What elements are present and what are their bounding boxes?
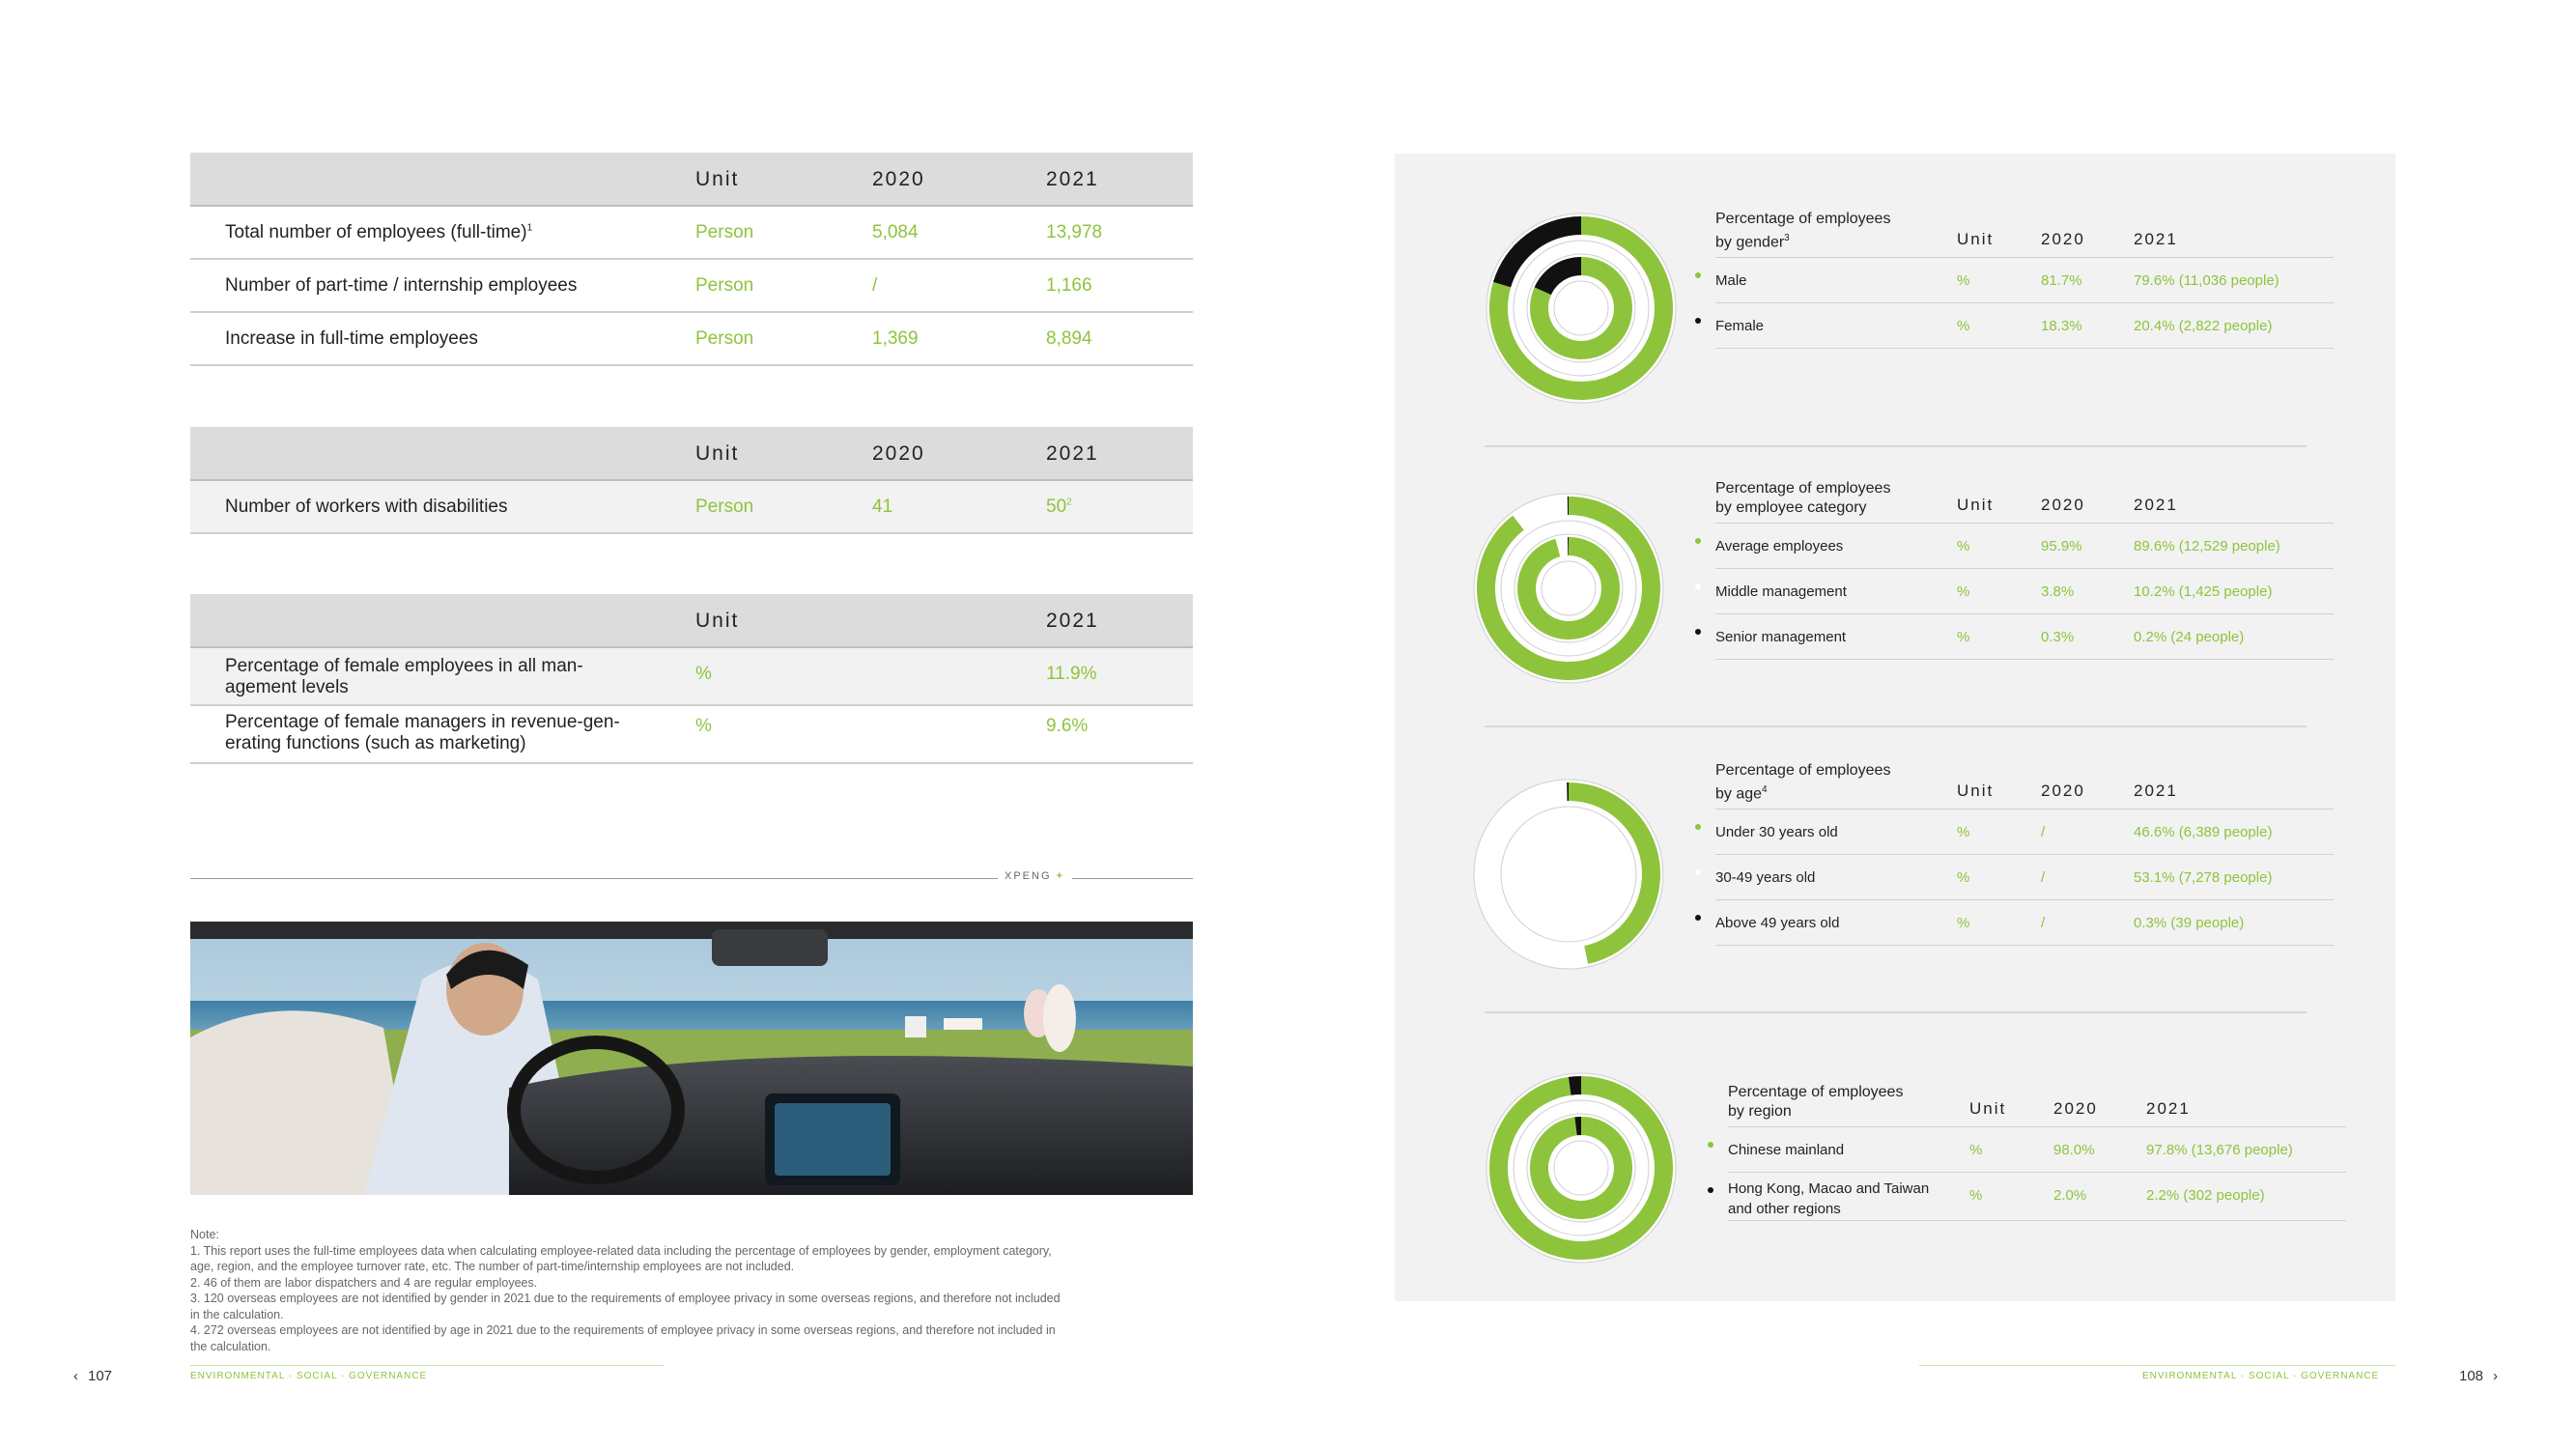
row-label-text: Total number of employees (full-time) (225, 222, 527, 242)
header-2021: 2021 (2134, 496, 2178, 514)
legend-dot (1695, 915, 1701, 921)
section-title (1715, 479, 1890, 518)
row-2020: / (2041, 869, 2046, 886)
row-unit: % (695, 664, 712, 684)
row-2020: 2.0% (2053, 1187, 2087, 1204)
row-2020: 0.3% (2041, 629, 2075, 645)
row-label: Above 49 years old (1715, 915, 1840, 931)
row-label: Male (1715, 272, 1747, 289)
row-2020: / (872, 275, 878, 296)
row-2021: 8,894 (1046, 328, 1092, 349)
table-row (1715, 614, 2334, 660)
row-unit: % (695, 716, 712, 736)
footer-tag: ENVIRONMENTAL · SOCIAL · GOVERNANCE (2142, 1371, 2380, 1381)
table-row (1715, 855, 2334, 900)
note-line: age, region, and the employee turnover rate, etc. The number of part-time/internship employees are not included. (190, 1260, 795, 1273)
table-header (1728, 1081, 2346, 1127)
header-2021: 2021 (2146, 1099, 2191, 1118)
row-2021: 79.6% (11,036 people) (2134, 272, 2279, 289)
donut-ring-hole (1554, 1141, 1608, 1195)
header-2020: 2020 (872, 168, 925, 190)
divider-line (190, 878, 998, 879)
row-unit: Person (695, 497, 754, 517)
header-2021: 2021 (1046, 442, 1099, 465)
header-unit: Unit (1957, 496, 1995, 514)
header-2020: 2020 (2041, 230, 2085, 248)
row-2020: / (2041, 824, 2046, 840)
row-label: Senior management (1715, 629, 1847, 645)
table-row (1715, 569, 2334, 614)
table-header (190, 427, 1193, 481)
table-row (190, 706, 1193, 764)
table-row (1715, 258, 2334, 303)
gender-donut-chart (1485, 212, 1678, 405)
row-unit: % (1957, 272, 1970, 289)
row-label: 30-49 years old (1715, 869, 1816, 886)
row-2021: 10.2% (1,425 people) (2134, 583, 2273, 600)
header-unit: Unit (695, 610, 740, 632)
legend-dot (1695, 824, 1701, 830)
photo-illustration (190, 922, 1193, 1195)
row-2021-value: 50 (1046, 497, 1067, 517)
table-header (1715, 212, 2334, 258)
table-header (190, 594, 1193, 648)
row-2020: 41 (872, 497, 893, 517)
row-label: Increase in full-time employees (225, 328, 478, 349)
table-row (1715, 524, 2334, 569)
row-2021: 53.1% (7,278 people) (2134, 869, 2273, 886)
row-unit: % (1957, 824, 1970, 840)
section-title-line2: by employee category (1715, 499, 1867, 516)
xpeng-logo (1005, 870, 1064, 882)
workforce-panel (1395, 154, 2395, 1301)
table-row (190, 313, 1193, 366)
row-2020: 18.3% (2041, 318, 2082, 334)
row-unit: Person (695, 328, 754, 349)
legend-dot (1708, 1187, 1713, 1193)
section-title-line1: Percentage of employees (1728, 1084, 1904, 1100)
footnote-marker: 2 (1066, 497, 1072, 508)
row-unit: % (1957, 629, 1970, 645)
row-2021: 2.2% (302 people) (2146, 1187, 2265, 1204)
section-title (1715, 210, 1890, 252)
table-header (1715, 477, 2334, 524)
footnote-marker: 3 (1784, 232, 1790, 243)
age-table (1715, 763, 2334, 946)
section-title-line2: by gender (1715, 234, 1785, 250)
row-2020: 1,369 (872, 328, 919, 349)
female-management-table (190, 594, 1193, 764)
region-table (1728, 1081, 2346, 1221)
footnote-marker: 4 (1762, 783, 1768, 795)
legend-dot (1708, 1142, 1713, 1148)
gender-table (1715, 212, 2334, 349)
divider-line (1072, 878, 1193, 879)
next-page-link[interactable] (2459, 1368, 2498, 1384)
row-2021: 89.6% (12,529 people) (2134, 538, 2280, 554)
section-title (1715, 761, 1890, 804)
table-row (190, 260, 1193, 313)
row-2021 (1046, 497, 1072, 518)
note-line: 3. 120 overseas employees are not identified by gender in 2021 due to the requirements of employee privacy in some overseas regions, and therefore not included (190, 1292, 1061, 1305)
row-label: Chinese mainland (1728, 1142, 1845, 1158)
header-2020: 2020 (2041, 496, 2085, 514)
prev-page-link[interactable] (73, 1368, 112, 1384)
section-title-line1: Percentage of employees (1715, 761, 1891, 779)
left-page-number: 107 (88, 1368, 113, 1384)
header-unit: Unit (695, 168, 740, 190)
footer-tag: ENVIRONMENTAL · SOCIAL · GOVERNANCE (190, 1371, 428, 1381)
row-2021: 46.6% (6,389 people) (2134, 824, 2273, 840)
row-2020: 3.8% (2041, 583, 2075, 600)
table-row (1715, 900, 2334, 946)
section-divider (1485, 1011, 2307, 1013)
table-row (1715, 303, 2334, 349)
right-page-number: 108 (2459, 1368, 2484, 1384)
row-unit: % (1969, 1142, 1983, 1158)
row-2020: 81.7% (2041, 272, 2082, 289)
row-label: Number of workers with disabilities (225, 497, 508, 517)
footer-line (190, 1365, 664, 1366)
row-label-line2: agement levels (225, 677, 349, 697)
table-row (190, 207, 1193, 260)
row-label: Female (1715, 318, 1765, 334)
note-line: 1. This report uses the full-time employees data when calculating employee-related data including the percentage of employees by gender, employment category, (190, 1243, 1052, 1258)
row-label: Under 30 years old (1715, 824, 1838, 840)
row-2020: 5,084 (872, 222, 919, 242)
header-2021: 2021 (1046, 610, 1099, 632)
car-interior-photo (190, 922, 1193, 1195)
category-donut-chart (1472, 492, 1665, 685)
row-unit: % (1957, 538, 1970, 554)
row-2020: 95.9% (2041, 538, 2082, 554)
note-line: the calculation. (190, 1339, 271, 1353)
footer-line (1919, 1365, 2395, 1366)
row-unit: % (1957, 869, 1970, 886)
row-label (225, 222, 532, 243)
header-2021: 2021 (2134, 230, 2178, 248)
footnotes (190, 1227, 1195, 1354)
note-line: 2. 46 of them are labor dispatchers and 4 are regular employees. (190, 1275, 538, 1290)
chevron-right-icon: › (2493, 1368, 2499, 1384)
row-unit: % (1969, 1187, 1983, 1204)
section-divider (1485, 725, 2307, 727)
row-2021: 20.4% (2,822 people) (2134, 318, 2273, 334)
row-label-line1: Percentage of female employees in all man- (225, 656, 583, 676)
row-label: Average employees (1715, 538, 1844, 554)
row-2020: / (2041, 915, 2046, 931)
row-2021: 0.3% (39 people) (2134, 915, 2245, 931)
legend-dot (1695, 538, 1701, 544)
row-2021: 1,166 (1046, 275, 1092, 296)
header-2021: 2021 (2134, 781, 2178, 800)
donut-ring-hole (1542, 561, 1596, 615)
row-2020: 98.0% (2053, 1142, 2095, 1158)
row-2021: 97.8% (13,676 people) (2146, 1142, 2293, 1158)
row-2021: 9.6% (1046, 716, 1089, 736)
row-unit: % (1957, 318, 1970, 334)
table-row (190, 481, 1193, 534)
table-row (1715, 810, 2334, 855)
legend-dot (1695, 318, 1701, 324)
legend-dot (1695, 583, 1701, 589)
section-title-line2: by age (1715, 785, 1763, 802)
table-header (190, 153, 1193, 207)
header-unit: Unit (1957, 230, 1995, 248)
row-label-line1: Percentage of female managers in revenue-gen- (225, 712, 620, 732)
chevron-left-icon: ‹ (73, 1368, 78, 1384)
region-donut-chart (1485, 1071, 1678, 1264)
section-title-line1: Percentage of employees (1715, 210, 1891, 227)
row-label (225, 656, 583, 698)
table-row (1728, 1173, 2346, 1221)
row-2021: 0.2% (24 people) (2134, 629, 2245, 645)
header-2020: 2020 (2041, 781, 2085, 800)
age-donut-chart (1472, 778, 1665, 971)
footnote-marker: 1 (526, 222, 533, 234)
category-table (1715, 477, 2334, 660)
header-unit: Unit (1969, 1099, 2007, 1118)
legend-dot (1695, 869, 1701, 875)
header-unit: Unit (1957, 781, 1995, 800)
row-unit: Person (695, 275, 754, 296)
row-unit: % (1957, 583, 1970, 600)
row-unit: % (1957, 915, 1970, 931)
donut-ring-hole (1554, 281, 1608, 335)
logo-text: XPENG (1005, 870, 1052, 882)
employees-table (190, 153, 1193, 366)
header-unit: Unit (695, 442, 740, 465)
row-2021: 13,978 (1046, 222, 1103, 242)
section-title (1728, 1083, 1903, 1122)
row-unit: Person (695, 222, 754, 242)
table-row (1728, 1127, 2346, 1173)
row-label: Middle management (1715, 583, 1847, 600)
table-header (1715, 763, 2334, 810)
row-label-line2: erating functions (such as marketing) (225, 733, 526, 753)
section-title-line2: by region (1728, 1103, 1792, 1120)
row-label-line2: and other regions (1728, 1201, 1841, 1217)
table-row (190, 648, 1193, 706)
header-2020: 2020 (2053, 1099, 2098, 1118)
note-line: 4. 272 overseas employees are not identified by age in 2021 due to the requirements of employee privacy in some overseas regions, and therefore not included in (190, 1323, 1056, 1337)
donut-ring-hole (1501, 807, 1636, 942)
header-2021: 2021 (1046, 168, 1099, 190)
header-2020: 2020 (872, 442, 925, 465)
legend-dot (1695, 272, 1701, 278)
section-divider (1485, 445, 2307, 447)
row-label (1728, 1179, 1929, 1219)
row-label: Number of part-time / internship employees (225, 275, 578, 296)
disabilities-table (190, 427, 1193, 534)
row-label (225, 712, 620, 754)
row-label-line1: Hong Kong, Macao and Taiwan (1728, 1180, 1930, 1197)
notes-title: Note: (190, 1228, 219, 1241)
section-title-line1: Percentage of employees (1715, 480, 1891, 497)
note-line: in the calculation. (190, 1307, 284, 1321)
logo-plus: + (1056, 870, 1065, 882)
row-2021: 11.9% (1046, 664, 1097, 684)
legend-dot (1695, 629, 1701, 635)
